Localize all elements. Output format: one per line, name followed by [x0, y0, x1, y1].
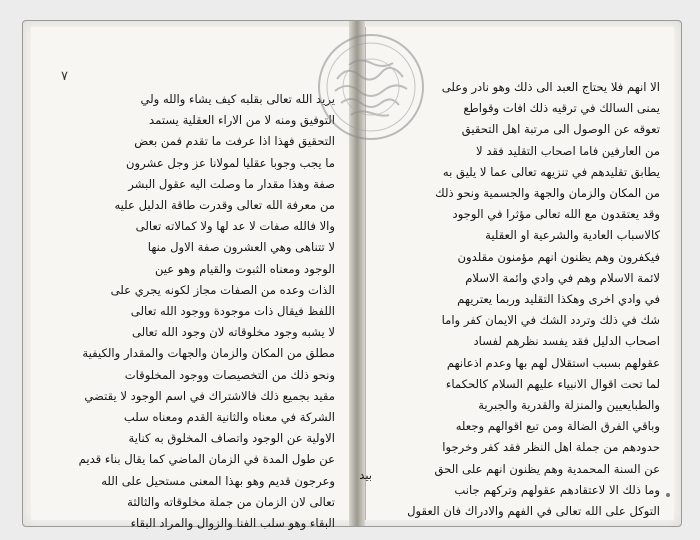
text-line: اصحاب الدليل فقد يفسد نظرهم لفساد [473, 334, 660, 349]
text-line: عقولهم بسبب استقلال لهم بها وعدم اذعانهم [446, 355, 660, 370]
text-line: صفة وهذا مقدار ما وصلت اليه عقول البشر [128, 176, 335, 191]
text-line: التوفيق ومنه لا من الاراء العقلية يستمد [149, 113, 335, 128]
library-seal-stamp [315, 31, 427, 143]
text-line: التوكل على الله تعالى في الفهم والادراك فان العقول [407, 504, 660, 519]
catchword: بيد [359, 468, 372, 482]
text-line: لا يشبه وجود مخلوقاته لان وجود الله تعالى [131, 325, 335, 340]
text-line: يريد الله تعالى بقلبه كيف يشاء والله ولي [140, 92, 335, 106]
text-line: في وادي اخرى وهكذا التقليد وربما يعتريهم [457, 292, 660, 307]
text-line: من معرفة الله تعالى وقدرت طاقة الدليل عليه [114, 198, 335, 213]
text-line: ونحو ذلك من التخصيصات ووجود المخلوقات [124, 367, 335, 382]
text-line: كالاسباب العادية والشرعية او العقلية [485, 228, 660, 243]
text-line: من العارفين فاما اصحاب التقليد فقد لا [476, 143, 660, 158]
text-line: والا فالله صفات لا عد لها ولا كمالاته تعالى [135, 219, 335, 234]
text-line: وقد يعتقدون مع الله تعالى مؤثرا في الوجود [452, 207, 660, 222]
text-line: لائمة الاسلام وهم في وادي وائمة الاسلام [465, 270, 660, 285]
left-page-text [47, 89, 335, 531]
text-line: الا انهم فلا يحتاج العبد الى ذلك وهو نادر وعلى [441, 80, 660, 94]
text-line: الشركة في معناه والثانية القدم ومعناه سلب [123, 410, 335, 425]
text-line: والطبايعيين والمنزلة والقدرية والجبرية [478, 398, 660, 413]
text-line: البقاء وهو سلب الفنا والزوال والمراد البقاء [130, 516, 335, 531]
page-number: ٧ [61, 69, 68, 84]
text-line: تعوقه عن الوصول الى مرتبة اهل التحقيق [461, 122, 660, 137]
text-line: يطابق تقليدهم في تنزيهه تعالى عما لا يليق به [442, 164, 660, 179]
text-line: لما تحت اقوال الانبياء عليهم السلام كالحكماء [445, 376, 660, 391]
text-line: الوجود ومعناه الثبوت والقيام وهو عين [154, 261, 335, 276]
text-line: يمنى السالك في ترقيه ذلك افات وقواطع [463, 101, 660, 116]
text-line: ما يجب وجوبا عقليا لمولانا عز وجل عشرون [125, 155, 335, 170]
text-line: عن طول المدة في الزمان الماضي كما يقال بناء قديم [78, 452, 335, 467]
text-line: لا تتناهى وهي العشرون صفة الاول منها [147, 240, 335, 255]
ink-speck [666, 493, 670, 497]
text-line: من المكان والزمان والجهة والجسمية ونحو ذلك [435, 186, 660, 201]
text-line: حدودهم من جملة اهل النظر فقد كفر وخرجوا [442, 440, 660, 455]
text-line: الاولية عن الوجود واتصاف المخلوق به كناية [128, 431, 335, 446]
text-line: مقيد بجميع ذلك فالاشتراك في اسم الوجود لا يقتضي [84, 388, 335, 403]
text-line: الذات وعده من الصفات مجاز لكونه يجري على [110, 282, 335, 297]
open-manuscript [22, 20, 682, 531]
text-line: شك في ذلك وتردد الشك في الايمان كفر واما [441, 313, 660, 328]
text-line: وباقي الفرق الضالة ومن تبع اقوالهم وجعله [455, 419, 660, 434]
left-page [31, 27, 350, 531]
text-line: عن السنة المحمدية وهم يظنون انهم على الحق [434, 461, 660, 476]
text-line: وما ذلك الا لاعتقادهم عقولهم وتركهم جانب [454, 482, 660, 497]
text-line: التحقيق فهذا اذا عرفت ما تقدم فمن بعض [134, 134, 335, 149]
text-line: فيكفرون وهم يظنون انهم مؤمنون مقلدون [457, 249, 660, 264]
text-line: تعالى لان الزمان من جملة مخلوقاته والثالثة [127, 494, 335, 509]
text-line: مطلق من المكان والزمان والجهات والمقدار والكيفية [82, 346, 335, 361]
text-line: وعرجون قديم وهو بهذا المعنى مستحيل على الله [101, 473, 335, 488]
text-line: اللفظ فيقال ذات موجودة ووجود الله تعالى [130, 304, 335, 319]
